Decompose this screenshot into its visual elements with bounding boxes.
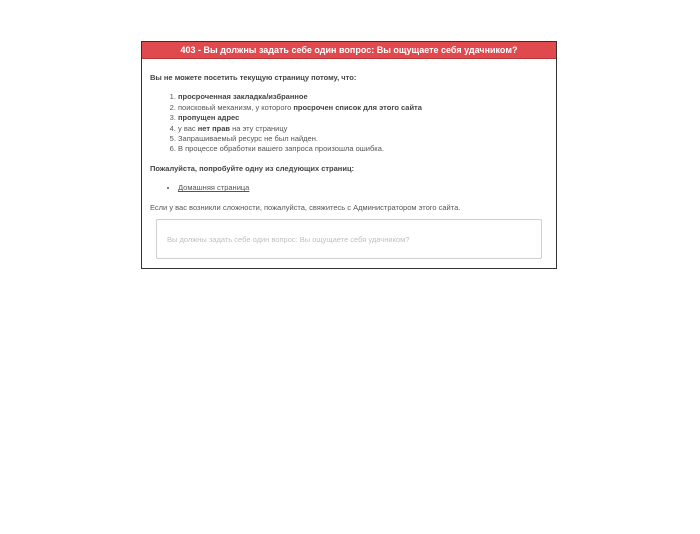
reason-item: 3. пропущен адрес	[178, 113, 548, 123]
list-item	[178, 183, 548, 193]
reason-item: 2. поисковый механизм, у которого просрочен список для этого сайта	[178, 103, 548, 113]
contact-admin-text: Если у вас возникли сложности, пожалуйста, свяжитесь с Администратором этого сайта.	[150, 202, 461, 212]
reason-item: 5. Запрашиваемый ресурс не был найден.	[178, 134, 548, 144]
reason-item: 1. просроченная закладка/избранное	[178, 92, 548, 102]
error-title: 403 - Вы должны задать себе один вопрос: Вы ощущаете себя удачником?	[142, 42, 556, 59]
error-panel	[141, 41, 557, 269]
reason-item: 4. у вас нет прав на эту страницу	[178, 124, 548, 134]
intro-text: Вы не можете посетить текущую страницу потому, что:	[150, 73, 357, 82]
try-pages-text: Пожалуйста, попробуйте одну из следующих страниц:	[150, 163, 355, 173]
error-body	[142, 59, 556, 259]
search-box	[156, 219, 542, 259]
reasons-list	[150, 92, 548, 154]
home-page-link[interactable]: Домашняя страница	[178, 183, 250, 193]
suggested-links	[150, 183, 548, 193]
reason-item: 6. В процессе обработки вашего запроса произошла ошибка.	[178, 144, 548, 154]
search-input[interactable]	[165, 234, 541, 245]
